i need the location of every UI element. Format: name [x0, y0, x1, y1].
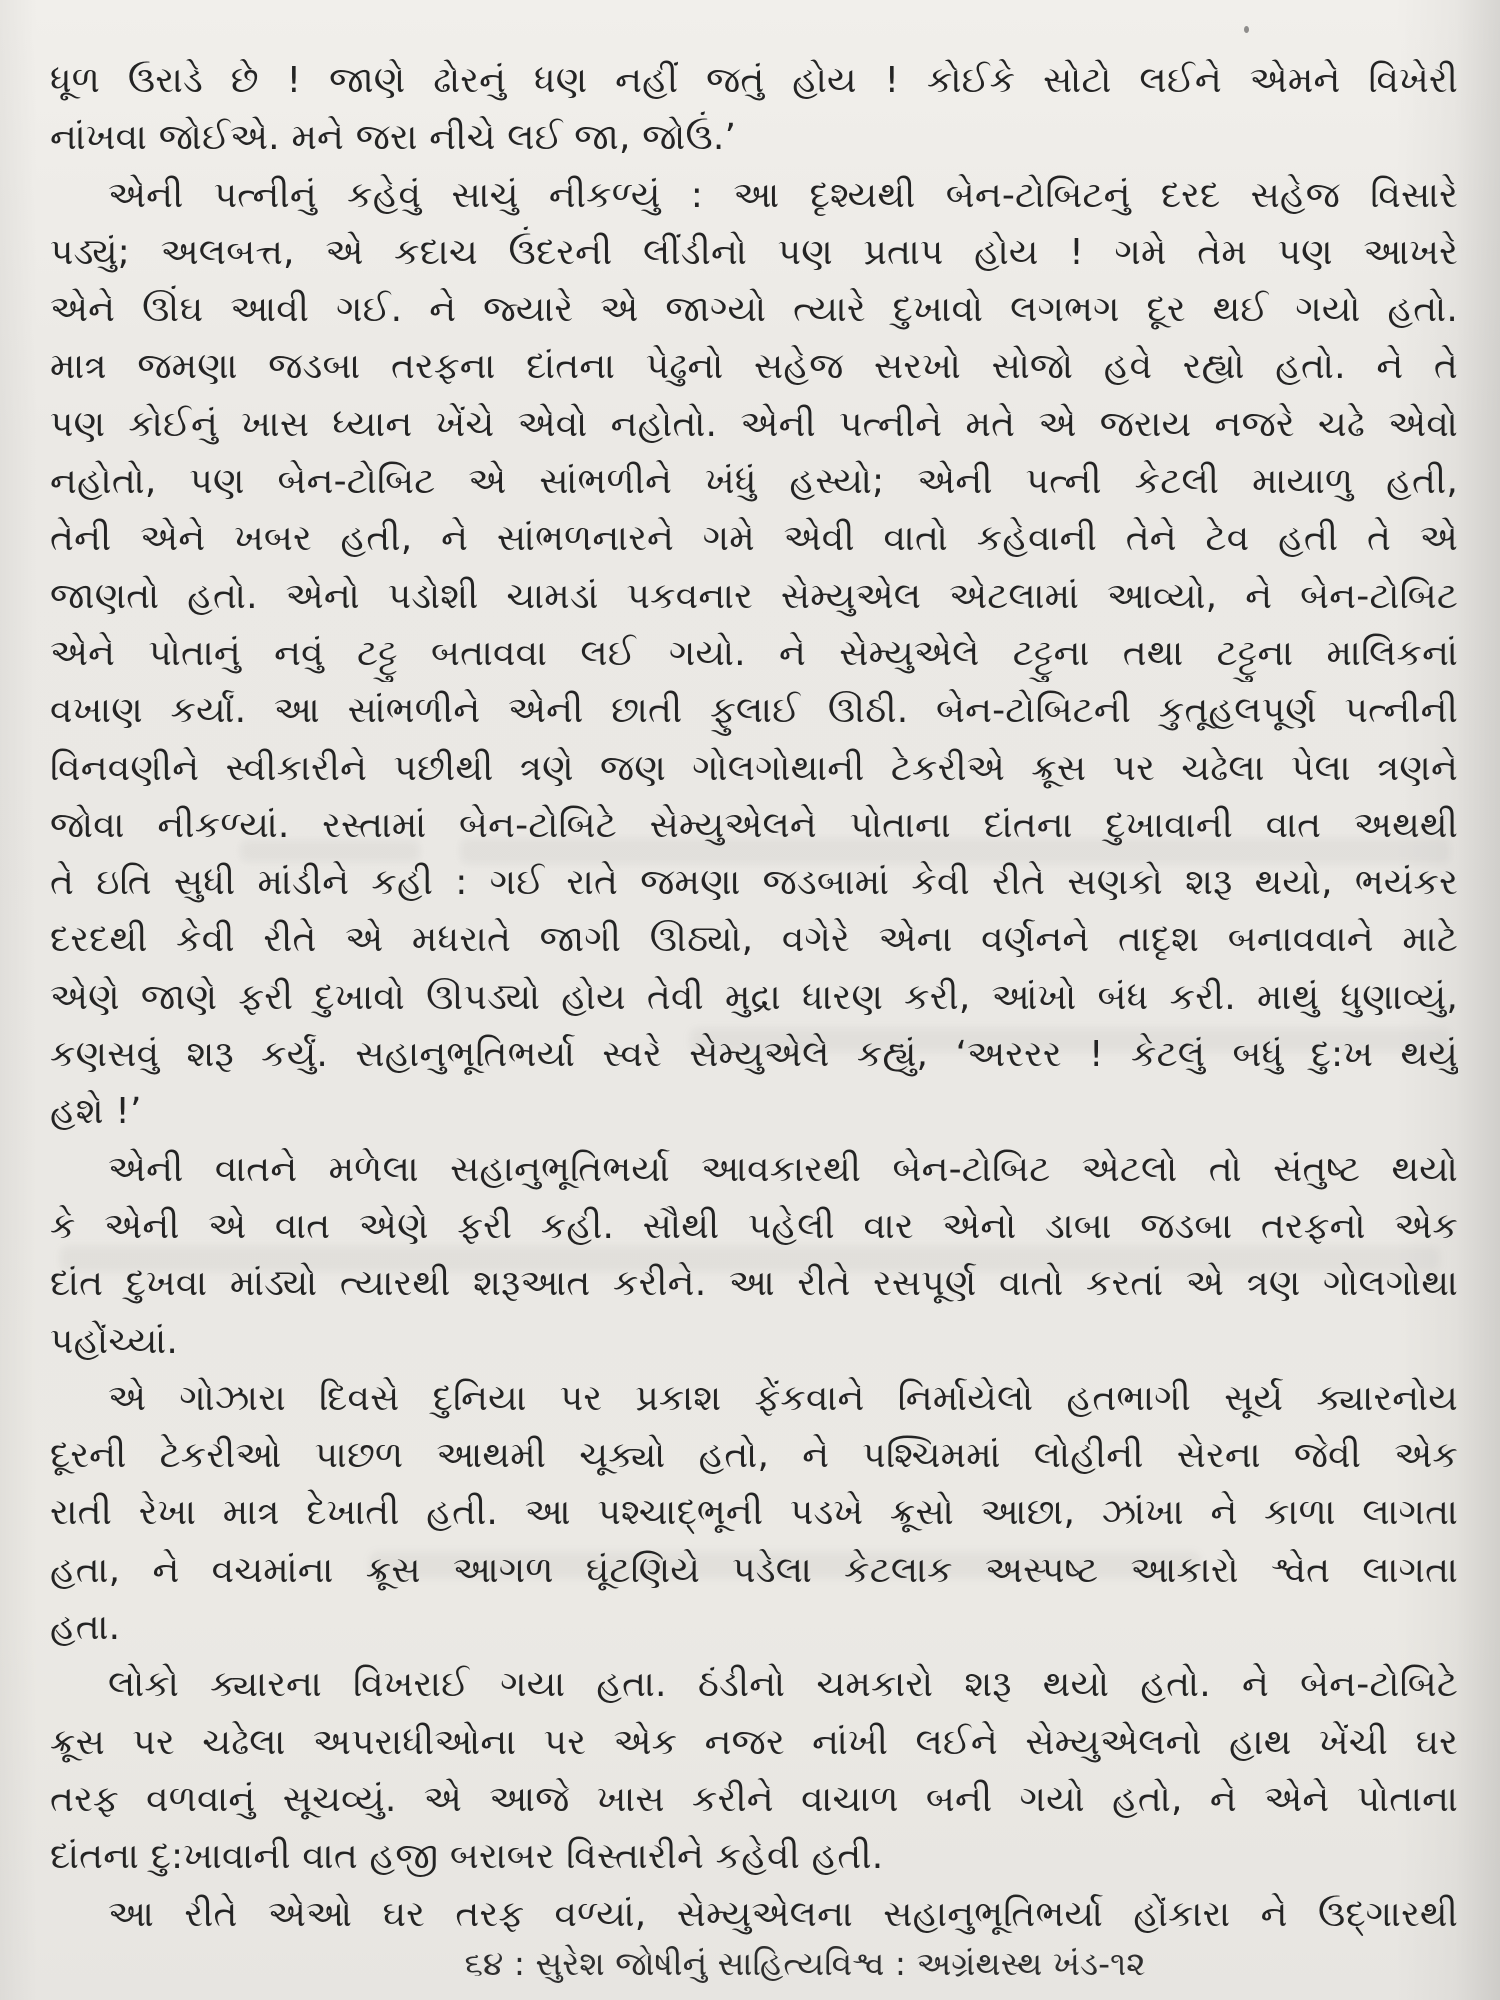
paragraph: [50, 1141, 1458, 1370]
text-line: દૂરની ટેકરીઓ પાછળ આથમી ચૂક્યો હતો, ને પશ્ચિમમાં લોહીની સેરના જેવી એક: [50, 1435, 1458, 1477]
text-line: દરદથી કેવી રીતે એ મધરાતે જાગી ઊઠ્યો, વગેરે એના વર્ણનને તાદૃશ બનાવવાને માટે: [50, 919, 1458, 961]
paragraph: [50, 52, 1458, 167]
text-line: એણે જાણે ફરી દુખાવો ઊપડ્યો હોય તેવી મુદ્રા ધારણ કરી, આંખો બંધ કરી. માથું ધુણાવ્યું,: [50, 976, 1458, 1018]
ink-speck: [1244, 26, 1249, 33]
paragraph: [50, 1370, 1458, 1656]
text-line: તરફ વળવાનું સૂચવ્યું. એ આજે ખાસ કરીને વાચાળ બની ગયો હતો, ને એને પોતાના: [50, 1778, 1458, 1820]
text-line: માત્ર જમણા જડબા તરફના દાંતના પેઢુનો સહેજ સરખો સોજો હવે રહ્યો હતો. ને તે: [50, 346, 1458, 388]
text-line: કે એની એ વાત એણે ફરી કહી. સૌથી પહેલી વાર એનો ડાબા જડબા તરફનો એક: [50, 1205, 1458, 1247]
page-footer: [55, 1942, 1500, 1986]
text-line: વિનવણીને સ્વીકારીને પછીથી ત્રણે જણ ગોલગોથાની ટેકરીએ ક્રૂસ પર ચઢેલા પેલા ત્રણને: [50, 747, 1458, 789]
text-line: વખાણ કર્યાં. આ સાંભળીને એની છાતી ફુલાઈ ઊઠી. બેન-ટોબિટની કુતૂહલપૂર્ણ પત્નીની: [50, 690, 1458, 732]
text-line: એની વાતને મળેલા સહાનુભૂતિભર્યા આવકારથી બેન-ટોબિટ એટલો તો સંતુષ્ટ થયો: [108, 1148, 1458, 1190]
text-line: પડ્યું; અલબત્ત, એ કદાચ ઉંદરની લીંડીનો પણ પ્રતાપ હોય ! ગમે તેમ પણ આખરે: [50, 231, 1458, 273]
text-line: એને ઊંઘ આવી ગઈ. ને જ્યારે એ જાગ્યો ત્યારે દુખાવો લગભગ દૂર થઈ ગયો હતો.: [50, 289, 1458, 331]
text-line: તે ઇતિ સુધી માંડીને કહી : ગઈ રાતે જમણા જડબામાં કેવી રીતે સણકો શરૂ થયો, ભયંકર: [50, 862, 1458, 904]
text-line: લોકો ક્યારના વિખરાઈ ગયા હતા. ઠંડીનો ચમકારો શરૂ થયો હતો. ને બેન-ટોબિટે: [108, 1664, 1458, 1706]
text-line: ધૂળ ઉરાડે છે ! જાણે ઢોરનું ધણ નહીં જતું હોય ! કોઈકે સોટો લઈને એમને વિખેરી: [50, 60, 1458, 101]
text-line: આ રીતે એઓ ઘર તરફ વળ્યાં, સેમ્યુએલના સહાનુભૂતિભર્યા હોંકારા ને ઉદ્ગારથી: [108, 1893, 1458, 1935]
text-line: એની પત્નીનું કહેવું સાચું નીકળ્યું : આ દૃશ્યથી બેન-ટોબિટનું દરદ સહેજ વિસારે: [108, 174, 1458, 216]
text-line: નાંખવા જોઈએ. મને જરા નીચે લઈ જા, જોઉં.’: [50, 117, 737, 159]
text-line: હશે !’: [50, 1091, 142, 1133]
text-line: ક્રૂસ પર ચઢેલા અપરાધીઓના પર એક નજર નાંખી લઈને સેમ્યુએલનો હાથ ખેંચી ઘર: [50, 1721, 1458, 1763]
text-line: પણ કોઈનું ખાસ ધ્યાન ખેંચે એવો નહોતો. એની પત્નીને મતે એ જરાય નજરે ચઢે એવો: [50, 403, 1458, 445]
footer-text: ૬૪ : સુરેશ જોષીનું સાહિત્યવિશ્વ : અગ્રંથસ્થ ખંડ-૧૨: [464, 1944, 1146, 1983]
text-line: હતા.: [50, 1607, 121, 1649]
paragraph: [50, 1886, 1458, 1943]
text-line: જોવા નીકળ્યાં. રસ્તામાં બેન-ટોબિટે સેમ્યુએલને પોતાના દાંતના દુખાવાની વાત અથથી: [50, 804, 1458, 846]
text-line: કણસવું શરૂ કર્યું. સહાનુભૂતિભર્યા સ્વરે સેમ્યુએલે કહ્યું, ‘અરરર ! કેટલું બધું દુ:ખ થયું: [50, 1034, 1458, 1076]
text-line: એ ગોઝારા દિવસે દુનિયા પર પ્રકાશ ફેંકવાને નિર્માયેલો હતભાગી સૂર્ય ક્યારનોય: [108, 1377, 1458, 1419]
text-line: હતા, ને વચમાંના ક્રૂસ આગળ ઘૂંટણિયે પડેલા કેટલાક અસ્પષ્ટ આકારો શ્વેત લાગતા: [50, 1549, 1458, 1591]
text-line: તેની એને ખબર હતી, ને સાંભળનારને ગમે એવી વાતો કહેવાની તેને ટેવ હતી તે એ: [50, 518, 1458, 560]
text-line: દાંત દુખવા માંડ્યો ત્યારથી શરૂઆત કરીને. આ રીતે રસપૂર્ણ વાતો કરતાં એ ત્રણ ગોલગોથા: [50, 1263, 1458, 1305]
text-line: નહોતો, પણ બેન-ટોબિટ એ સાંભળીને ખંધું હસ્યો; એની પત્ની કેટલી માયાળુ હતી,: [50, 461, 1458, 503]
text-line: પહોંચ્યાં.: [50, 1320, 179, 1362]
text-line: દાંતના દુ:ખાવાની વાત હજી બરાબર વિસ્તારીને કહેવી હતી.: [50, 1836, 884, 1878]
paragraph: [50, 1656, 1458, 1885]
text-line: એને પોતાનું નવું ટટ્ટુ બતાવવા લઈ ગયો. ને સેમ્યુએલે ટટ્ટુના તથા ટટ્ટુના માલિકનાં: [50, 632, 1458, 674]
text-line: જાણતો હતો. એનો પડોશી ચામડાં પકવનાર સેમ્યુએલ એટલામાં આવ્યો, ને બેન-ટોબિટ: [50, 575, 1458, 617]
text-line: રાતી રેખા માત્ર દેખાતી હતી. આ પશ્ચાદ્ભૂની પડખે ક્રૂસો આછા, ઝાંખા ને કાળા લાગતા: [50, 1492, 1458, 1534]
body-text: [50, 52, 1458, 1943]
paragraph: [50, 167, 1458, 1141]
